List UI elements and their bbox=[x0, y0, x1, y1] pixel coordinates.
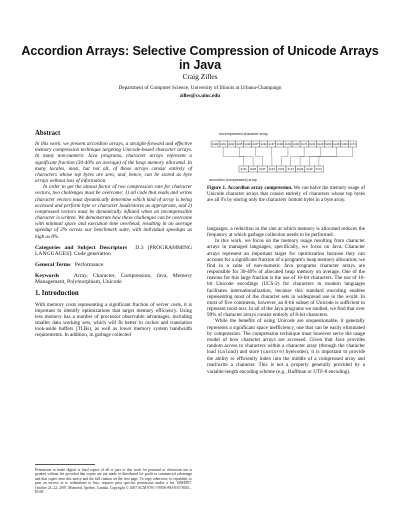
uncompressed-cell-value: 0x49 bbox=[333, 143, 340, 147]
uncompressed-cell-value: 0x67 bbox=[268, 143, 275, 147]
uncompressed-cell-value: 0x61 bbox=[284, 143, 292, 147]
general-terms-heading: General Terms bbox=[35, 261, 71, 268]
uncompressed-cell-value: 0x00 bbox=[276, 143, 283, 147]
figure-1-diagram bbox=[207, 128, 365, 183]
left-column bbox=[35, 131, 192, 339]
compressed-cell-value: 0x6c bbox=[240, 168, 247, 172]
uncompressed-cell-value: 0x6f bbox=[252, 143, 259, 147]
abstract-paragraph-2: In order to get the almost factor of two compression rate for character vectors, two challenges must be overcome: 1) all code that reads and writes character vectors must dynamically determine which kind of array is being accessed and perform byte or character loads/stores as appropriate, and 2) compressed vectors must be dynamically inflated when an incompressible character is written. We demonstrate how these challenges can be overcome with minimal space and execution time overhead, resulting in an average speedup of 2% across our benchmark suite, with individual speedups as high as 8%. bbox=[35, 184, 192, 240]
general-terms-block bbox=[35, 262, 192, 268]
uncompressed-cell-value: 0x00 bbox=[341, 143, 348, 147]
uncompressed-cell-value: 0x00 bbox=[292, 143, 300, 147]
uncompressed-cell-value: 0x00 bbox=[325, 143, 332, 147]
compressed-cell-value: 0x61 bbox=[278, 168, 285, 172]
uncompressed-cell-value: 0x6c bbox=[220, 143, 227, 147]
compressed-cell-value: 0x74 bbox=[315, 168, 323, 172]
abstract-paragraph-1: In this work, we present accordion arrays, a straight-forward and effective memory compression technique targeting Unicode-based character arrays. In many non-numeric Java programs, character arrays represent a significant fraction (30-40% on average) of the heap memory allocated. In many locales, most, but not all, of those arrays consist entirely of characters whose top bytes are zero, and, hence, can be stored as byte arrays without loss of information. bbox=[35, 141, 192, 185]
compressed-cell-value: 0x74 bbox=[287, 168, 294, 172]
categories-text: D.3 [PROGRAMMING LANGUAGES]: Code generation bbox=[35, 244, 192, 257]
categories-heading: Categories and Subject Descriptors bbox=[35, 244, 128, 251]
compression-arrow bbox=[319, 147, 353, 166]
compressed-cell-value: 0x67 bbox=[268, 168, 276, 172]
uncompressed-cell-value: 0x00 bbox=[260, 143, 267, 147]
figure-1-caption bbox=[207, 186, 365, 204]
author-email: zilles@cs.uiuc.edu bbox=[179, 93, 221, 99]
caload-code: caload bbox=[219, 350, 237, 356]
copyright-footnote: Permission to make digital or hard copies of all or part of this work for personal or classroom use is granted without fee provided that copies are not made or distributed for profit or commercial advantage and that copies bear this notice and the full citation on the first page. To copy otherwise, to republish, to post on servers or to redistribute to lists, requires prior specific permission and/or a fee. ISMM'07, October 21–22, 2007, Montréal, Québec, Canada. Copyright © 2007 ACM 978-1-59593-893-0/07/0010... $5.00 bbox=[35, 468, 192, 495]
compression-arrows bbox=[223, 147, 353, 166]
uncompressed-cell-value: 0x74 bbox=[349, 143, 356, 147]
right-paragraph-3-part-a: While the benefits of using Unicode are unquestionable, it generally represents a significant space inefficiency, one that can be easily eliminated by compression. The compression technique must however serve the usage model of how character arrays are accessed. Given that Java provides random access to characters within a character array (through the character load ( bbox=[207, 318, 365, 356]
uncompressed-cell-value: 0x00 bbox=[211, 143, 219, 147]
introduction-heading: 1. Introduction bbox=[35, 290, 79, 298]
right-paragraph-1: languages, a reduction in the rate at which memory is allocated reduces the frequency at which garbage collection needs to be performed. bbox=[207, 226, 365, 239]
paper-title: Accordion Arrays: Selective Compression of Unicode Arrays in Java bbox=[21, 44, 379, 72]
uncompressed-cell-value: 0x65 bbox=[236, 143, 243, 147]
right-column bbox=[207, 226, 365, 375]
compressed-cell-value: 0x20 bbox=[296, 168, 304, 172]
figure-bottom-label: accordion (compressed) array bbox=[209, 178, 257, 182]
uncompressed-cell-value: 0x00 bbox=[244, 143, 251, 147]
author-name: Craig Zilles bbox=[182, 72, 218, 81]
uncompressed-cell-value: 0x00 bbox=[228, 143, 235, 147]
footnote-rule bbox=[35, 464, 95, 465]
uncompressed-cell-value: 0x20 bbox=[317, 143, 324, 147]
right-paragraph-3-part-c: ) bytecodes), it is important to provide the ability to efficiently index into the middle of a compressed array and read/write a character. This is not a property generally provided by a variable-length encoding scheme (e.g., Huffman or UTF-8 encoding). bbox=[207, 349, 365, 375]
right-paragraph-2: In this work, we focus on the memory usage resulting from character arrays in managed languages, specifically, we focus on Java. Character arrays represent an important target for optimization because they can account for a significant fraction of a program's heap memory allocation; we find in a suite of non-numeric Java programs character arrays are responsible for 30-40% of allocated heap memory on average. One of the reasons for this large fraction is the use of 16-bit characters. The use of 16-bit Unicode encodings (UCS-2) for characters in modern languages facilitates internationalization, because this standard encoding enables representing most of the character sets in widespread use in the world. In most of five continents, however, an 8-bit subset of Unicode is sufficient to represent most text. In all of the Java programs we studied, we find that over 99% of character arrays consist entirely of 8-bit characters. bbox=[207, 238, 365, 319]
compression-arrow bbox=[239, 147, 253, 166]
right-paragraph-3-part-b: ) and store ( bbox=[236, 349, 263, 356]
compressed-array-row bbox=[239, 166, 324, 172]
compressed-cell-value: 0x6f bbox=[259, 168, 266, 172]
castore-code: castore bbox=[262, 350, 283, 356]
compression-arrow bbox=[256, 147, 263, 166]
uncompressed-cell-value: 0x74 bbox=[301, 143, 308, 147]
uncompressed-array-row bbox=[211, 141, 357, 147]
compression-arrow bbox=[281, 147, 288, 166]
introduction-paragraph-1: With memory costs representing a significant fraction of server costs, it is important to identify optimizations that target memory efficiency. Using less memory has a number of processor observable advantages, including smaller data working sets, which will fit better in caches and translation look-aside buffers (TLBs), as well as lower memory system bandwidth requirements. In addition, in garbage collected bbox=[35, 301, 192, 339]
figure-caption-label: Figure 1. Accordion array compression. bbox=[207, 186, 293, 191]
right-paragraph-3 bbox=[207, 318, 365, 374]
abstract-heading: Abstract bbox=[35, 130, 61, 137]
compressed-cell-value: 0x49 bbox=[306, 168, 313, 172]
figure-caption-text: We can halve the memory usage of Unicode character arrays that consist entirely of characters whose top bytes are all 0's by storing only the characters' bottom bytes in a byte array. bbox=[207, 186, 365, 203]
figure-top-label: uncompressed character array bbox=[219, 132, 268, 136]
author-affiliation: Department of Computer Science, University of Illinois at Urbana-Champaign bbox=[118, 85, 282, 91]
keywords-heading: Keywords bbox=[35, 273, 60, 280]
general-terms-text: Performance bbox=[74, 261, 104, 268]
keywords-block bbox=[35, 273, 192, 285]
uncompressed-cell-value: 0x00 bbox=[309, 143, 316, 147]
categories-block bbox=[35, 245, 192, 257]
keywords-text: Array, Character, Compression, Java, Memory Management, Polymorphism, Unicode bbox=[35, 273, 192, 286]
compressed-cell-value: 0x65 bbox=[249, 168, 257, 172]
